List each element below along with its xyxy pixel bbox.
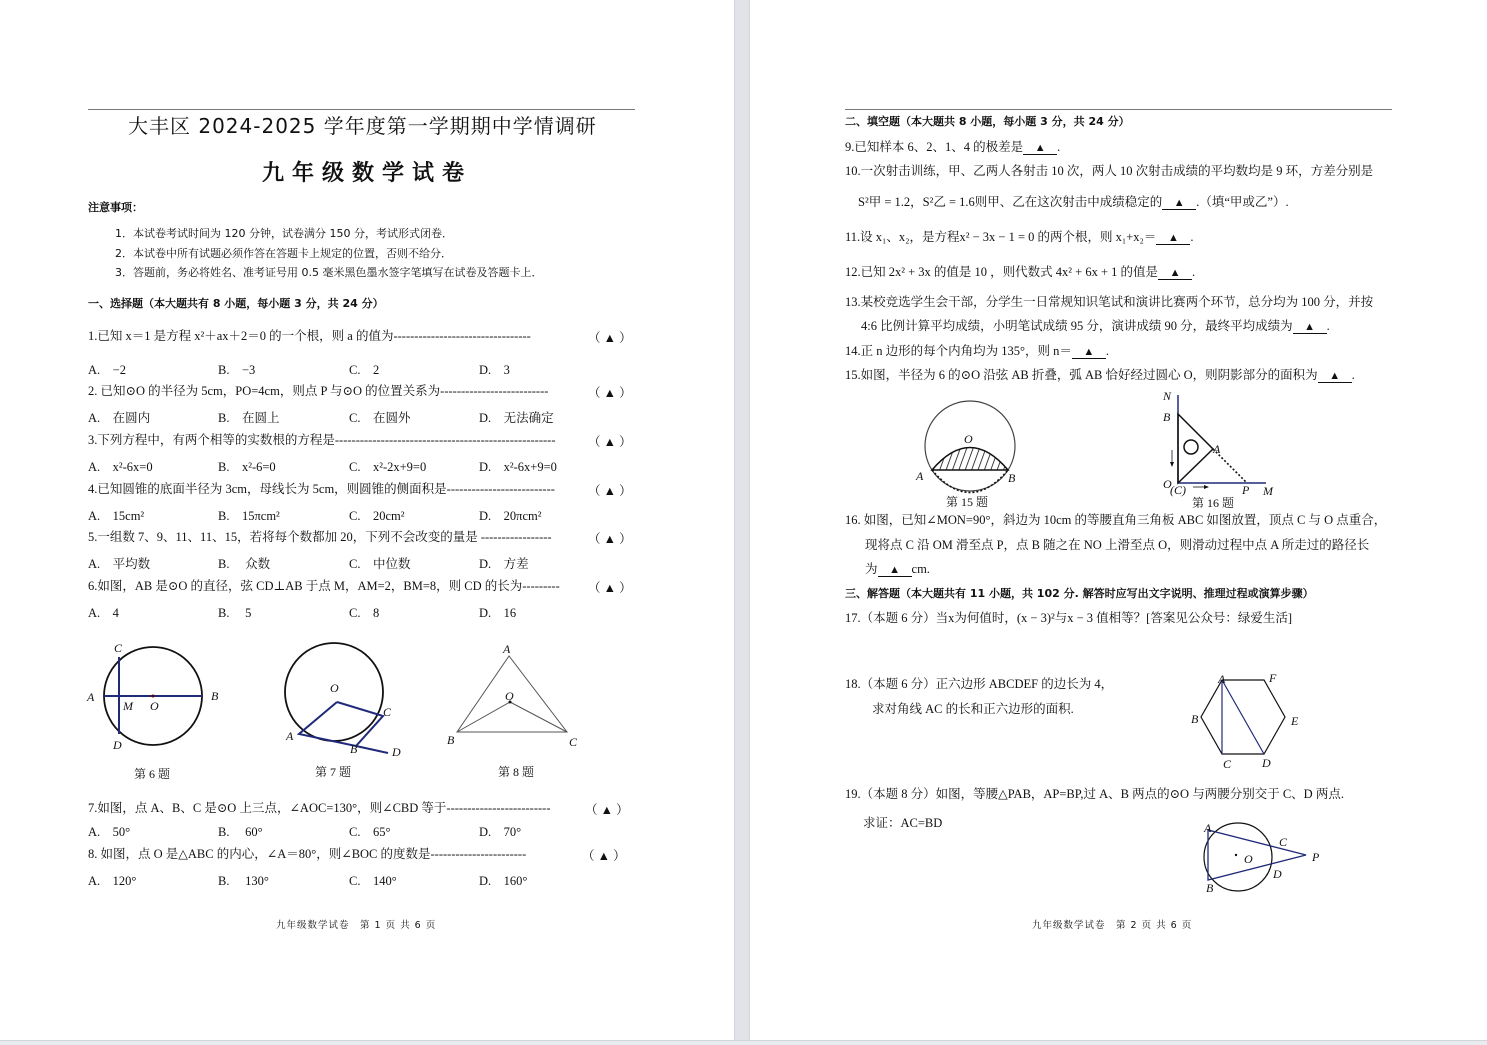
answer-blank: ▲ (1156, 232, 1190, 245)
question-16-line3: 为 ▲ cm. (865, 562, 930, 576)
fig15-label-o: O (964, 432, 973, 446)
fig18-label-b: B (1191, 712, 1199, 726)
question-10-line2: S²甲 = 1.2，S²乙 = 1.6则甲、乙在这次射击中成绩稳定的 ▲ .（填“甲或乙”）. (858, 195, 1289, 209)
figure-15-folded-circle (920, 400, 1020, 495)
question-12: 12.已知 2x² + 3x 的值是 10 ，则代数式 4x² + 6x + 1 的值是 ▲ . (845, 265, 1196, 279)
section-heading-fill: 二、填空题（本大题共 8 小题，每小题 3 分，共 24 分） (845, 115, 1130, 128)
exam-title: 大丰区 2024-2025 学年度第一学期期中学情调研 (128, 114, 597, 138)
question-3-stem: 3.下列方程中，有两个相等的实数根的方程是----------------------------------------------------- (88, 433, 556, 447)
fig8-label-b: B (447, 733, 455, 747)
fig7-label-o: O (330, 681, 339, 695)
option-b: B. x²-6=0 (218, 460, 276, 474)
page-gutter (734, 0, 750, 1044)
notice-3: 3．答题前，务必将姓名、准考证号用 0.5 毫米黑色墨水签字笔填写在试卷及答题卡上． (115, 266, 543, 279)
header-rule (845, 109, 1392, 110)
option-b: B. 15πcm² (218, 509, 280, 523)
fig7-label-d: D (392, 745, 401, 759)
fig7-label-b: B (350, 742, 358, 756)
fig6-label-a: A (87, 690, 95, 704)
fig19-label-b: B (1206, 881, 1214, 895)
section-heading-solve: 三、解答题（本大题共有 11 小题，共 102 分. 解答时应写出文字说明、推理过程或演算步骤） (845, 587, 1314, 600)
question-16-line2: 现将点 C 沿 OM 滑至点 P，点 B 随之在 NO 上滑至点 O，则滑动过程中点 A 所走过的路径长 (865, 538, 1370, 552)
answer-blank: ▲ (1293, 321, 1327, 334)
question-7-stem: 7.如图，点 A、B、C 是⊙O 上三点，∠AOC=130°，则∠CBD 等于------------------------- (88, 801, 551, 815)
option-b: B. 在圆上 (218, 411, 280, 425)
fig16-label-n: N (1163, 389, 1172, 403)
option-d: D. 20πcm² (479, 509, 542, 523)
option-b: B. 众数 (218, 557, 271, 571)
figure-7-caption: 第 7 题 (315, 765, 352, 779)
fig19-label-o: O (1244, 852, 1253, 866)
question-18-line2: 求对角线 AC 的长和正六边形的面积. (872, 702, 1074, 716)
option-c: C. 在圆外 (349, 411, 411, 425)
fig15-label-a: A (916, 469, 924, 483)
option-c: C. 中位数 (349, 557, 411, 571)
exam-subtitle: 九年级数学试卷 (262, 160, 473, 186)
option-d: D. 无法确定 (479, 411, 554, 425)
answer-mark: （ ▲ ） (588, 484, 632, 498)
fig6-label-b: B (211, 689, 219, 703)
fig16-label-c: (C) (1170, 483, 1186, 497)
option-a: A. x²-6x=0 (88, 460, 153, 474)
option-a: A. 平均数 (88, 557, 151, 571)
answer-blank: ▲ (878, 564, 912, 577)
fig16-label-o: O (1163, 477, 1172, 491)
question-15: 15.如图，半径为 6 的⊙O 沿弦 AB 折叠，弧 AB 恰好经过圆心 O，则阴影部分的面积为 ▲ . (845, 368, 1355, 382)
fig16-label-p: P (1242, 483, 1250, 497)
fig18-label-a: A (1218, 672, 1226, 686)
question-18-line1: 18.（本题 6 分）正六边形 ABCDEF 的边长为 4， (845, 677, 1114, 691)
answer-blank: ▲ (1023, 142, 1057, 155)
answer-mark: （ ▲ ） (582, 849, 626, 863)
option-c: C. x²-2x+9=0 (349, 460, 427, 474)
question-1-stem: 1.已知 x＝1 是方程 x²＋ax＋2＝0 的一个根，则 a 的值为--------------------------------- (88, 329, 531, 343)
fig18-label-e: E (1291, 714, 1299, 728)
answer-blank: ▲ (1318, 370, 1352, 383)
answer-blank: ▲ (1162, 197, 1196, 210)
option-b: B. 130° (218, 874, 269, 888)
option-a: A. 15cm² (88, 509, 145, 523)
answer-mark: （ ▲ ） (588, 331, 632, 345)
option-b: B. −3 (218, 363, 256, 377)
option-b: B. 60° (218, 825, 263, 839)
option-a: A. 50° (88, 825, 131, 839)
notice-2: 2．本试卷中所有试题必须作答在答题卡上规定的位置，否则不给分． (115, 247, 452, 260)
figure-18-hexagon (1195, 670, 1305, 770)
question-16-line1: 16. 如图，已知∠MON=90°，斜边为 10cm 的等腰直角三角板 ABC 如图放置，顶点 C 与 O 点重合， (845, 513, 1387, 527)
fig19-label-p: P (1312, 850, 1320, 864)
fig19-label-c: C (1279, 835, 1288, 849)
answer-mark: （ ▲ ） (588, 435, 632, 449)
question-4-stem: 4.已知圆锥的底面半径为 3cm，母线长为 5cm，则圆锥的侧面积是-------------------------- (88, 482, 555, 496)
question-13-line2: 4:6 比例计算平均成绩，小明笔试成绩 95 分，演讲成绩 90 分，最终平均成绩为 ▲ . (861, 319, 1330, 333)
option-a: A. −2 (88, 363, 126, 377)
option-b: B. 5 (218, 606, 252, 620)
question-13-line1: 13.某校竞选学生会干部，分学生一日常规知识笔试和演讲比赛两个环节，总分均为 100 分，并按 (845, 295, 1374, 309)
page-footer: 九年级数学试卷 第 2 页 共 6 页 (1032, 920, 1193, 931)
question-19-line1: 19.（本题 8 分）如图，等腰△PAB，AP=BP,过 A、B 两点的⊙O 与两腰分别交于 C、D 两点. (845, 787, 1344, 801)
option-c: C. 2 (349, 363, 380, 377)
question-5-stem: 5.一组数 7、9、11、11、15，若将每个数都加 20，下列不会改变的量是 ----------------- (88, 530, 552, 544)
question-17: 17.（本题 6 分）当x为何值时，(x − 3)²与x − 3 值相等？[答案见公众号：绿爱生活] (845, 611, 1292, 625)
fig6-label-c: C (114, 641, 123, 655)
question-10-line1: 10.一次射击训练，甲、乙两人各射击 10 次，两人 10 次射击成绩的平均数均是 9 环，方差分别是 (845, 164, 1374, 178)
answer-mark: （ ▲ ） (588, 581, 632, 595)
answer-blank: ▲ (1158, 267, 1192, 280)
figure-15-caption: 第 15 题 (946, 495, 989, 509)
fig19-label-d: D (1273, 867, 1282, 881)
option-c: C. 20cm² (349, 509, 405, 523)
option-a: A. 120° (88, 874, 137, 888)
option-d: D. 3 (479, 363, 510, 377)
option-d: D. 70° (479, 825, 522, 839)
option-d: D. x²-6x+9=0 (479, 460, 557, 474)
option-c: C. 8 (349, 606, 380, 620)
option-d: D. 16 (479, 606, 517, 620)
answer-blank: ▲ (1072, 346, 1106, 359)
fig7-label-c: C (383, 705, 392, 719)
answer-mark: （ ▲ ） (585, 803, 629, 817)
figure-6-caption: 第 6 题 (134, 767, 171, 781)
answer-mark: （ ▲ ） (588, 386, 632, 400)
notice-1: 1．本试卷考试时间为 120 分钟，试卷满分 150 分，考试形式闭卷． (115, 227, 453, 240)
fig6-label-m: M (123, 699, 133, 713)
figure-8-caption: 第 8 题 (498, 765, 535, 779)
section-heading-choice: 一、选择题（本大题共有 8 小题，每小题 3 分，共 24 分） (88, 297, 384, 310)
option-a: A. 在圆内 (88, 411, 151, 425)
option-c: C. 140° (349, 874, 397, 888)
fig19-label-a: A (1204, 821, 1212, 835)
question-9: 9.已知样本 6、2、1、4 的极差是 ▲ . (845, 140, 1061, 154)
fig18-label-d: D (1262, 756, 1271, 770)
option-d: D. 方差 (479, 557, 529, 571)
fig8-label-c: C (569, 735, 578, 749)
option-c: C. 65° (349, 825, 391, 839)
exam-page-2 (750, 0, 1487, 1040)
viewer-bottom-edge (0, 1040, 1487, 1045)
fig18-label-f: F (1269, 671, 1277, 685)
fig15-label-b: B (1008, 471, 1016, 485)
fig8-label-o: O (505, 689, 514, 703)
fig18-label-c: C (1223, 757, 1232, 771)
page-footer: 九年级数学试卷 第 1 页 共 6 页 (276, 920, 437, 931)
fig6-label-o: O (150, 699, 159, 713)
fig8-label-a: A (503, 642, 511, 656)
question-2-stem: 2. 已知⊙O 的半径为 5cm，PO=4cm，则点 P 与⊙O 的位置关系为-------------------------- (88, 384, 549, 398)
option-d: D. 160° (479, 874, 528, 888)
header-rule (88, 109, 635, 110)
fig16-label-a: A (1213, 442, 1221, 456)
figure-19-circle-triangle (1198, 820, 1318, 900)
fig16-label-m: M (1263, 484, 1273, 498)
fig7-label-a: A (286, 729, 294, 743)
question-6-stem: 6.如图，AB 是⊙O 的直径，弦 CD⊥AB 于点 M，AM=2，BM=8，则 CD 的长为--------- (88, 579, 560, 593)
question-11: 11.设 x₁、x₂，是方程x² − 3x − 1 = 0 的两个根，则 x₁+x₂＝ ▲ . (845, 230, 1194, 244)
notice-heading: 注意事项： (88, 201, 143, 214)
fig16-label-b: B (1163, 410, 1171, 424)
question-19-line2: 求证：AC=BD (863, 816, 943, 830)
exam-page-1 (0, 0, 734, 1040)
option-a: A. 4 (88, 606, 119, 620)
answer-mark: （ ▲ ） (588, 532, 632, 546)
figure-8-triangle-diagram (450, 650, 580, 750)
figure-16-caption: 第 16 题 (1192, 496, 1235, 510)
question-8-stem: 8. 如图，点 O 是△ABC 的内心，∠A＝80°，则∠BOC 的度数是----------------------- (88, 847, 527, 861)
question-14: 14.正 n 边形的每个内角均为 135°，则 n＝ ▲ . (845, 344, 1109, 358)
fig6-label-d: D (113, 738, 122, 752)
